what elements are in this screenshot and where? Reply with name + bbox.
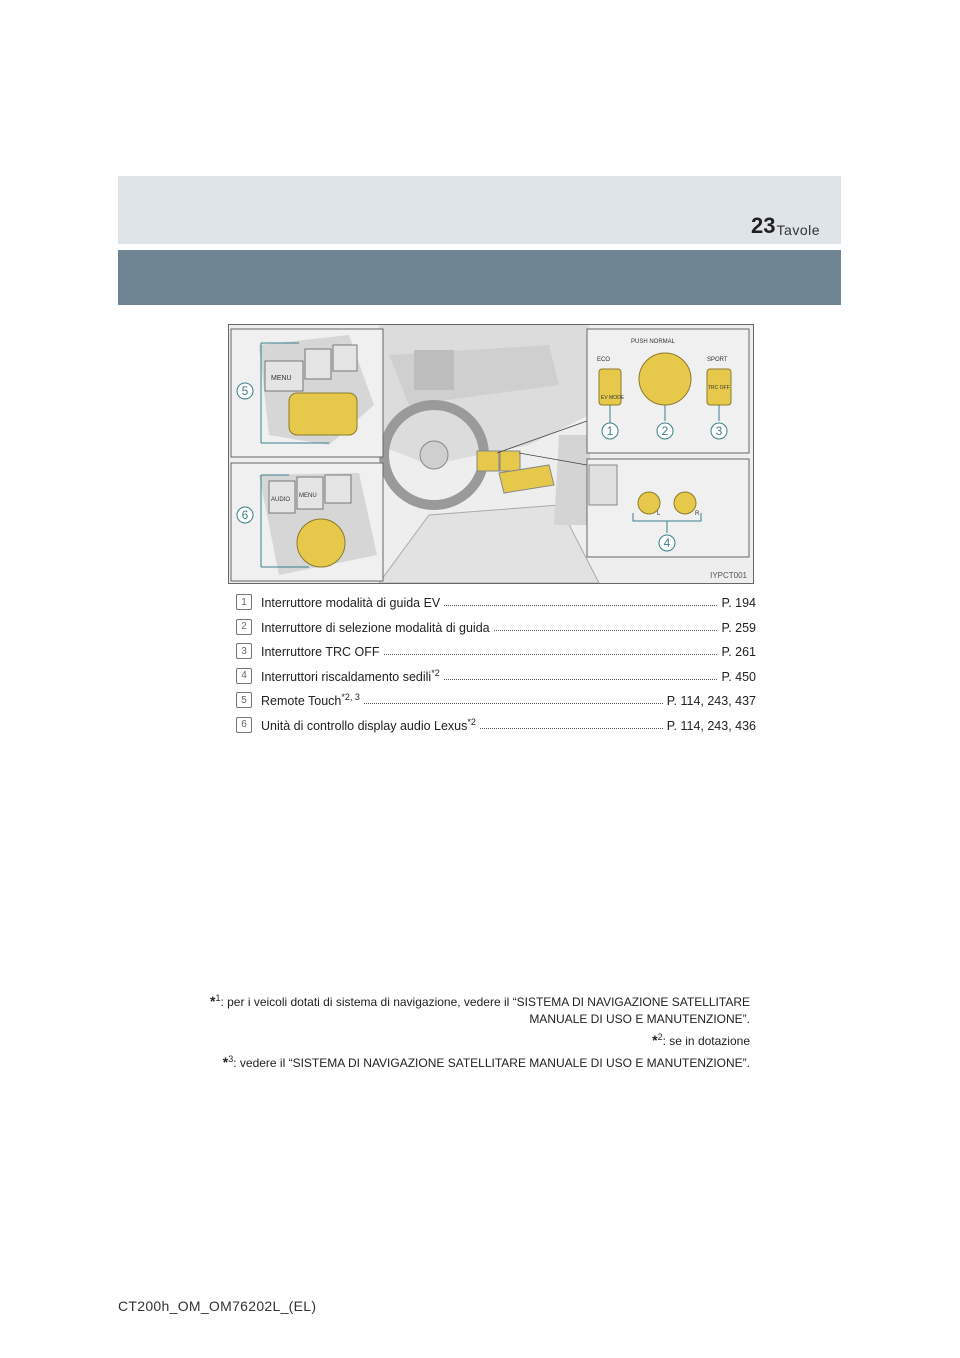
dashboard-illustration bbox=[228, 324, 754, 584]
document-code: CT200h_OM_OM76202L_(EL) bbox=[118, 1298, 317, 1314]
page-reference[interactable]: P. 450 bbox=[721, 669, 756, 684]
legend-item bbox=[236, 617, 756, 635]
figure-code: IYPCT001 bbox=[710, 571, 747, 580]
header-dark-band bbox=[118, 250, 841, 305]
footnote: *$^2$: se in dotazione bbox=[652, 1032, 750, 1048]
leader-dots bbox=[480, 727, 663, 729]
legend-number: 2 bbox=[236, 619, 252, 635]
legend-number: 6 bbox=[236, 717, 252, 733]
trc-off-label: TRC OFF bbox=[708, 385, 730, 391]
header-band bbox=[118, 176, 841, 244]
legend-item bbox=[236, 690, 756, 708]
page-reference[interactable]: P. 114, 243, 437 bbox=[666, 694, 756, 708]
legend-number: 3 bbox=[236, 643, 252, 659]
legend-list bbox=[236, 592, 756, 739]
leader-dots bbox=[364, 702, 663, 704]
legend-number: 1 bbox=[236, 594, 252, 610]
callout-1: 1 bbox=[606, 424, 614, 438]
callout-4: 4 bbox=[663, 536, 671, 550]
menu-key-label-2: MENU bbox=[299, 493, 317, 499]
page-reference[interactable]: P. 114, 243, 436 bbox=[666, 718, 756, 733]
menu-key-label: MENU bbox=[271, 375, 292, 382]
legend-label: Interruttori riscaldamento sedili$^{*2}$ bbox=[261, 667, 440, 684]
callout-2: 2 bbox=[661, 424, 669, 438]
ev-mode-label: EV MODE bbox=[601, 395, 625, 401]
inset-audio-display bbox=[231, 463, 383, 581]
inset-remote-touch bbox=[231, 329, 383, 457]
seat-right-label: R bbox=[695, 511, 700, 517]
eco-label: ECO bbox=[597, 357, 611, 363]
legend-label: Interruttore di selezione modalità di guida bbox=[261, 620, 490, 635]
callout-3: 3 bbox=[715, 424, 723, 438]
seat-left-label: L bbox=[657, 511, 661, 517]
page-reference[interactable]: P. 261 bbox=[721, 645, 756, 659]
legend-item bbox=[236, 592, 756, 610]
push-normal-label: PUSH NORMAL bbox=[631, 339, 676, 345]
leader-dots bbox=[384, 653, 718, 655]
section-title: Tavole bbox=[776, 222, 820, 238]
audio-key-label: AUDIO bbox=[271, 497, 291, 503]
footnote: *$^1$: per i veicoli dotati di sistema di navigazione, vedere il “SISTEMA DI NAVIGAZIONE SATELLITARE MANUALE DI USO E MANUTENZIONE”. bbox=[210, 993, 750, 1026]
footnote: *$^3$: vedere il “SISTEMA DI NAVIGAZIONE SATELLITARE MANUALE DI USO E MANUTENZIONE”. bbox=[222, 1054, 750, 1070]
sport-label: SPORT bbox=[707, 357, 728, 363]
legend-item bbox=[236, 666, 756, 684]
leader-dots bbox=[444, 678, 718, 680]
callout-5: 5 bbox=[241, 384, 249, 398]
leader-dots bbox=[494, 629, 718, 631]
legend-label: Remote Touch$^{*2, 3}$ bbox=[261, 691, 360, 708]
page-reference[interactable]: P. 194 bbox=[721, 596, 756, 610]
legend-label: Interruttore modalità di guida EV bbox=[261, 596, 441, 610]
illustration-svg bbox=[229, 325, 753, 583]
legend-label: Unità di controllo display audio Lexus$^{*2}$ bbox=[261, 716, 476, 733]
legend-number: 5 bbox=[236, 692, 252, 708]
console-highlight-b bbox=[500, 451, 520, 471]
legend-label: Interruttore TRC OFF bbox=[261, 645, 380, 659]
footnotes bbox=[190, 993, 750, 1076]
callout-6: 6 bbox=[241, 508, 249, 522]
legend-number: 4 bbox=[236, 668, 252, 684]
page-reference[interactable]: P. 259 bbox=[721, 620, 756, 635]
console-highlight-a bbox=[477, 451, 499, 471]
legend-item bbox=[236, 715, 756, 733]
leader-dots bbox=[444, 604, 717, 606]
page-number: 23 bbox=[751, 213, 776, 238]
legend-item bbox=[236, 641, 756, 659]
